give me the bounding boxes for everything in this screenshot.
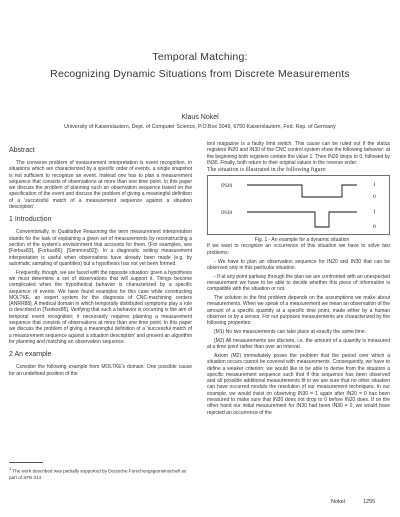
problem-item-1: - We have to plan an observation sequence for IN20 and IN30 that can be observed only in this particular situation.: [207, 258, 390, 271]
in20-waveform: [247, 185, 357, 197]
solution-paragraph: The solution to the first problem depends on the assumptions we make about measurements. When we speak of a measurement we mean an observation of the amount of a specific quantity at a specific time point, made either by a human observer or by a sensor. For our purposes measurements are characterized by the following properties:: [207, 295, 390, 327]
right-paragraph-after-figure: If we want to recognize an occurrence of this situation we have to solve two problems:: [207, 243, 390, 256]
author-name: Klaus Nokel: [181, 114, 219, 121]
abstract-text: The converse problem of measurement interpretation is event recognition, in situations which are characterized by a specific order of events, a single snapshot is not sufficient to recognize an event. Instead one has to plan a measurement sequence that consists of observations at more than one time point. In this paper we discuss the problem of planning such an observation sequence based on the specification of the event and discuss the problem of giving a meaningful definition of a 'successful match of a measurement sequence against a situation description'.: [9, 160, 192, 211]
paper-title-line2: Recognizing Dynamic Situations from Discrete Measurements: [50, 68, 350, 80]
intro-heading: 1 Introduction: [9, 216, 52, 224]
author-affiliation: University of Kaiserslautern, Dept. of Computer Science, P.O.Box 3049, 6750 Kaiserslautern, Fed. Rep. of Germany: [64, 124, 336, 130]
figure-1: [207, 175, 390, 235]
property-m2: (M2) All measurements are discrete, i.e. the amount of a quantity is measured at a time point rather than over an interval.: [207, 337, 390, 351]
footnote-text: The work described was partially supported by Deutsche Forschungsgemeinschaft as part of SFB 314: [9, 468, 187, 480]
problem-item-2: - If at any point partway through the plan we are confronted with an unexpected measurement we have to be able to decide whether this piece of information is compatible with the situation or not.: [207, 273, 390, 293]
abstract-heading: Abstract: [9, 147, 35, 154]
footer-author: Nokel: [331, 499, 346, 505]
timing-diagram: [207, 175, 390, 235]
in30-waveform: [247, 212, 357, 227]
footnote-rule: [9, 462, 43, 463]
example-paragraph-1: Consider the following example from MOLTKE's domain: One possible cause for an undefined position of the: [9, 364, 192, 377]
intro-paragraph-2: Frequently, though, we are faced with the opposite situation: given a hypothesis we must determine a set of observations that will support it. Things become complicated when the hypothetical behavior is characterized by a specific sequence of events. We have found examples for this case while constructing MOLTKE, an expert system for the diagnosis of CNC-machining centers [ANRR88]. A medical domain in which temporally distributed symptoms play a role is described in [Tsotsos85]. Verifying that such a behavior is occurring is the aim of temporal event recognition; it necessarily requires planning a measurement sequence that consists of observations at more than one time point. In this paper we discuss the problem of giving a meaningful definition of a 'successful match of a measurement sequence against a situation description' and present an algorithm for planning and matching an observation sequence.: [9, 269, 192, 345]
level-label-in30-high: 1: [373, 209, 376, 216]
footnote: [9, 466, 192, 481]
level-label-in30-low: 0: [373, 224, 376, 231]
footnote-mark: 1: [9, 467, 12, 471]
level-label-in20-low: 0: [373, 194, 376, 201]
right-paragraph-top: tool magazine is a faulty limit switch. This cause can be ruled out if the status registers IN20 and IN30 of the CNC control system show the following behavior: at the beginning both registers contain the value 1. Then IN20 drops to 0, followed by IN30. Finally, both return to their original values in the reverse order.: [207, 141, 390, 166]
right-column: [207, 141, 390, 416]
level-label-in20-high: 1: [373, 182, 376, 189]
signal-label-in20: IN20: [221, 183, 233, 190]
left-column: [9, 141, 192, 377]
figure-border: [208, 176, 390, 235]
example-heading: 2 An example: [9, 351, 52, 359]
property-m1: (M1) No two measurements can take place at exactly the same time.: [214, 329, 367, 336]
figure-caption: Fig. 1 - An example for a dynamic situation: [254, 237, 350, 244]
axiom-paragraph: Axiom (M2) immediately poses the problem that the period over which a situation occurs cannot be covered with measurements. Consequently, we have to define a weaker criterion: we would like to be able to derive from the situation a specific measurement sequence such that if this sequence has been observed and all possible additional measurements fit in we are sure that no other situation can have occurred modulo the resolution of our measurement techniques. In our example, we would insist on observing IN30 = 1 again after IN20 = 0 has been measured to make sure that IN30 does not drop to 0 before IN20 does. If on the other hand our initial measurement for IN30 had been IN30 = 0, we would have rejected an occurrence of the: [207, 352, 390, 416]
paper-title-line1: Temporal Matching:: [152, 51, 248, 63]
page-number: 1255: [363, 499, 376, 505]
signal-label-in30: IN30: [221, 210, 233, 217]
figure-intro-text: The situation is illustrated in the following figure:: [207, 167, 327, 174]
intro-paragraph-1: Conventionally, in Qualitative Reasoning the term measurement interpretation stands for the task of explaining a given set of measurements by reconstructing a section of the system's envisionment that accounts for them. (For examples, see [Forbus83], [Forbus86], [Simmons82]). In a diagnostic setting measurement interpretation is useful when observations have already been made (e.g. by automatic sampling of quantities) but a hypothesis has not yet been formed.: [9, 229, 192, 267]
